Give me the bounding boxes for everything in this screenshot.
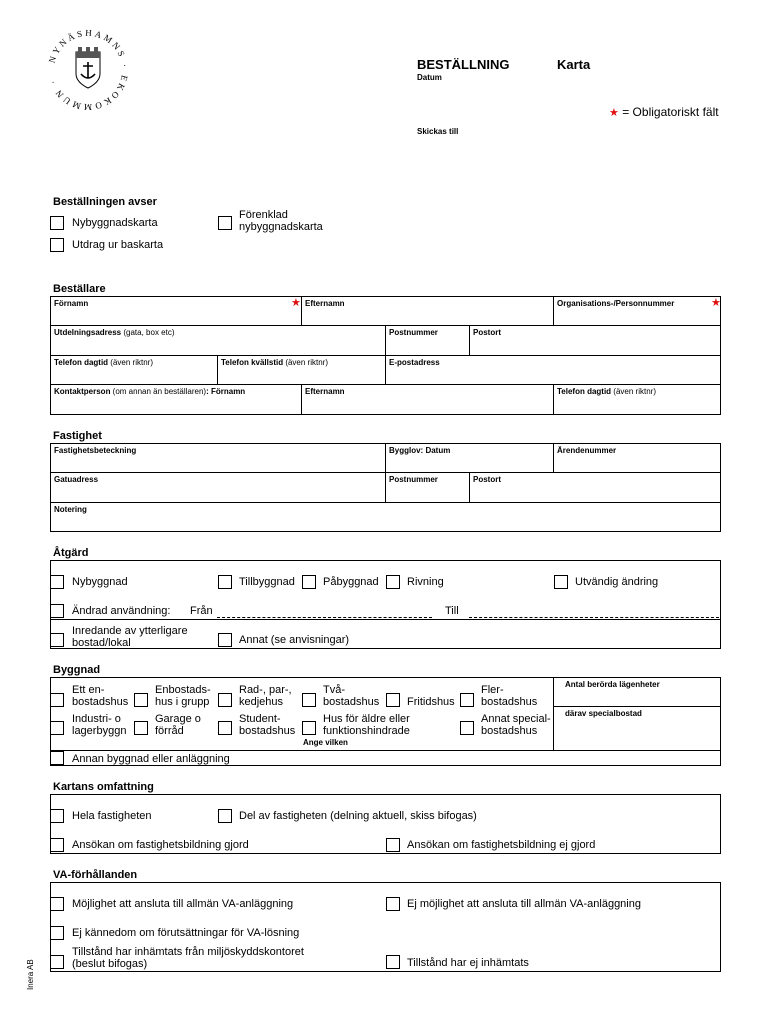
utdrag-checkbox[interactable]: [50, 238, 64, 252]
del-av-fastigheten-checkbox[interactable]: [218, 809, 232, 823]
orgnr-required-icon: ★: [711, 297, 721, 309]
orgnr-label: Organisations-/Personnummer: [557, 299, 675, 308]
hus-for-aldre-label: Hus för äldre eller funktionshindrade: [323, 713, 410, 737]
rivning-label: Rivning: [407, 576, 444, 588]
kontakt-telefon-field[interactable]: [555, 397, 719, 413]
fastighet-postort-label: Postort: [473, 475, 501, 484]
gatuadress-field[interactable]: [52, 485, 383, 501]
tvabostadshus-label: Två- bostadshus: [323, 684, 380, 708]
fastighet-postnummer-field[interactable]: [387, 485, 467, 501]
notering-field[interactable]: [52, 515, 719, 531]
forenklad-checkbox[interactable]: [218, 216, 232, 230]
telefon-kvallstid-label: Telefon kvällstid (även riktnr): [221, 358, 328, 367]
gatuadress-label: Gatuadress: [54, 475, 99, 484]
arendenummer-label: Ärendenummer: [557, 446, 617, 455]
ansokan-ej-gjord-label: Ansökan om fastighetsbildning ej gjord: [407, 839, 596, 851]
fritidshus-label: Fritidshus: [407, 696, 455, 708]
studentbostadshus-label: Student- bostadshus: [239, 713, 296, 737]
side-footer-text: Inera AB: [26, 959, 35, 990]
hela-fastigheten-label: Hela fastigheten: [72, 810, 152, 822]
section-heading-va: VA-förhållanden: [53, 869, 138, 881]
ansokan-gjord-label: Ansökan om fastighetsbildning gjord: [72, 839, 249, 851]
required-star-icon: ★: [609, 107, 619, 119]
required-note: ★ = Obligatoriskt fält: [609, 105, 719, 119]
hela-fastigheten-checkbox[interactable]: [50, 809, 64, 823]
nybyggnadskarta-checkbox[interactable]: [50, 216, 64, 230]
tillstand-inhamtats-label: Tillstånd har inhämtats från miljöskyddskontoret (beslut bifogas): [72, 946, 304, 970]
tillstand-ej-inhamtats-checkbox[interactable]: [386, 955, 400, 969]
kontaktperson-label: Kontaktperson (om annan än beställaren): Förnamn: [54, 387, 246, 396]
ej-mojlighet-ansluta-label: Ej möjlighet att ansluta till allmän VA-anläggning: [407, 898, 641, 910]
section-heading-omfattning: Kartans omfattning: [53, 781, 154, 793]
till-label: Till: [445, 605, 459, 617]
mojlighet-ansluta-checkbox[interactable]: [50, 897, 64, 911]
fritidshus-checkbox[interactable]: [386, 693, 400, 707]
bygglov-datum-label: Bygglov: Datum: [389, 446, 451, 455]
nybyggnadskarta-label: Nybyggnadskarta: [72, 217, 158, 229]
garage-forrad-checkbox[interactable]: [134, 721, 148, 735]
kontakt-efternamn-field[interactable]: [303, 397, 551, 413]
postnummer-label: Postnummer: [389, 328, 438, 337]
notering-label: Notering: [54, 505, 87, 514]
annat-atgard-checkbox[interactable]: [218, 633, 232, 647]
epostadress-field[interactable]: [387, 368, 719, 383]
rad-par-kedjehus-label: Rad-, par-, kedjehus: [239, 684, 292, 708]
fran-field[interactable]: [217, 617, 432, 618]
flerbostadshus-label: Fler- bostadshus: [481, 684, 538, 708]
section-heading-atgard: Åtgärd: [53, 547, 89, 559]
ej-kannedom-checkbox[interactable]: [50, 926, 64, 940]
postort-field[interactable]: [471, 338, 719, 354]
tillbyggnad-label: Tillbyggnad: [239, 576, 295, 588]
orgnr-field[interactable]: [555, 309, 719, 324]
bygglov-datum-field[interactable]: [387, 456, 551, 471]
kontakt-efternamn-label: Efternamn: [305, 387, 345, 396]
andrad-anvandning-checkbox[interactable]: [50, 604, 64, 618]
rivning-checkbox[interactable]: [386, 575, 400, 589]
telefon-dagtid-field[interactable]: [52, 368, 215, 383]
section-heading-byggnad: Byggnad: [53, 664, 101, 676]
fran-label: Från: [190, 605, 213, 617]
skickas-till-label: Skickas till: [417, 127, 459, 136]
fornamn-required-icon: ★: [291, 297, 301, 309]
inredande-checkbox[interactable]: [50, 633, 64, 647]
telefon-dagtid-label: Telefon dagtid (även riktnr): [54, 358, 153, 367]
ej-mojlighet-ansluta-checkbox[interactable]: [386, 897, 400, 911]
utvandig-andring-label: Utvändig ändring: [575, 576, 659, 588]
utvandig-andring-checkbox[interactable]: [554, 575, 568, 589]
annat-atgard-label: Annat (se anvisningar): [239, 634, 350, 646]
annan-byggnad-label: Annan byggnad eller anläggning: [72, 753, 230, 765]
fastighet-postort-field[interactable]: [471, 485, 719, 501]
tvabostadshus-checkbox[interactable]: [302, 693, 316, 707]
ansokan-ej-gjord-checkbox[interactable]: [386, 838, 400, 852]
tillbyggnad-checkbox[interactable]: [218, 575, 232, 589]
ej-kannedom-label: Ej kännedom om förutsättningar för VA-lösning: [72, 927, 300, 939]
postort-label: Postort: [473, 328, 501, 337]
industri-lagerbyggnad-label: Industri- o lagerbyggn: [72, 713, 127, 737]
postnummer-field[interactable]: [387, 338, 467, 354]
tillstand-ej-inhamtats-label: Tillstånd har ej inhämtats: [407, 957, 529, 969]
annan-byggnad-checkbox[interactable]: [50, 751, 64, 765]
nybyggnad-checkbox[interactable]: [50, 575, 64, 589]
garage-forrad-label: Garage o förråd: [155, 713, 201, 737]
ett-en-bostadshus-label: Ett en- bostadshus: [72, 684, 129, 708]
studentbostadshus-checkbox[interactable]: [218, 721, 232, 735]
darav-specialbostad-field[interactable]: [555, 720, 719, 748]
hus-for-aldre-checkbox[interactable]: [302, 721, 316, 735]
ange-vilken-label: Ange vilken: [303, 738, 348, 747]
section-heading-avser: Beställningen avser: [53, 196, 157, 208]
andrad-anvandning-label: Ändrad användning:: [72, 605, 171, 617]
svg-text:NYNÄSHAMNS · EKOKOMMUN ·: NYNÄSHAMNS · EKOKOMMUN ·: [46, 27, 131, 113]
inredande-label: Inredande av ytterligare bostad/lokal: [72, 625, 188, 649]
forenklad-label: Förenklad nybyggnadskarta: [239, 209, 323, 233]
utdelningsadress-label: Utdelningsadress (gata, box etc): [54, 328, 175, 337]
efternamn-field[interactable]: [303, 309, 551, 324]
del-av-fastigheten-label: Del av fastigheten (delning aktuell, skiss bifogas): [239, 810, 477, 822]
datum-label: Datum: [417, 73, 442, 82]
fastighetsbeteckning-label: Fastighetsbeteckning: [54, 446, 137, 455]
utdelningsadress-field[interactable]: [52, 338, 383, 354]
section-heading-fastighet: Fastighet: [53, 430, 102, 442]
fastighetsbeteckning-field[interactable]: [52, 456, 383, 471]
pabyggnad-checkbox[interactable]: [302, 575, 316, 589]
form-title: BESTÄLLNING: [417, 57, 510, 72]
enbostadshus-i-grupp-checkbox[interactable]: [134, 693, 148, 707]
mojlighet-ansluta-label: Möjlighet att ansluta till allmän VA-anläggning: [72, 898, 294, 910]
ett-en-bostadshus-checkbox[interactable]: [50, 693, 64, 707]
antal-lagenheter-label: Antal berörda lägenheter: [565, 680, 660, 689]
enbostadshus-i-grupp-label: Enbostads- hus i grupp: [155, 684, 211, 708]
telefon-kvallstid-field[interactable]: [219, 368, 383, 383]
ansokan-gjord-checkbox[interactable]: [50, 838, 64, 852]
section-heading-bestallare: Beställare: [53, 283, 106, 295]
tillstand-inhamtats-checkbox[interactable]: [50, 955, 64, 969]
arendenummer-field[interactable]: [555, 456, 719, 471]
fornamn-field[interactable]: [52, 309, 299, 324]
kontakt-telefon-label: Telefon dagtid (även riktnr): [557, 387, 656, 396]
rad-par-kedjehus-checkbox[interactable]: [218, 693, 232, 707]
epostadress-label: E-postadress: [389, 358, 440, 367]
utdrag-label: Utdrag ur baskarta: [72, 239, 164, 251]
industri-lagerbyggnad-checkbox[interactable]: [50, 721, 64, 735]
pabyggnad-label: Påbyggnad: [323, 576, 379, 588]
annat-specialbostadshus-label: Annat special- bostadshus: [481, 713, 551, 737]
municipality-logo: [40, 22, 136, 118]
annat-specialbostadshus-checkbox[interactable]: [460, 721, 474, 735]
darav-specialbostad-label: därav specialbostad: [565, 709, 642, 718]
fastighet-postnummer-label: Postnummer: [389, 475, 438, 484]
nybyggnad-label: Nybyggnad: [72, 576, 128, 588]
efternamn-label: Efternamn: [305, 299, 345, 308]
fornamn-label: Förnamn: [54, 299, 89, 308]
form-subtitle: Karta: [557, 57, 591, 72]
till-field[interactable]: [469, 617, 719, 618]
flerbostadshus-checkbox[interactable]: [460, 693, 474, 707]
kontakt-fornamn-field[interactable]: [52, 397, 299, 413]
antal-lagenheter-field[interactable]: [555, 690, 719, 705]
